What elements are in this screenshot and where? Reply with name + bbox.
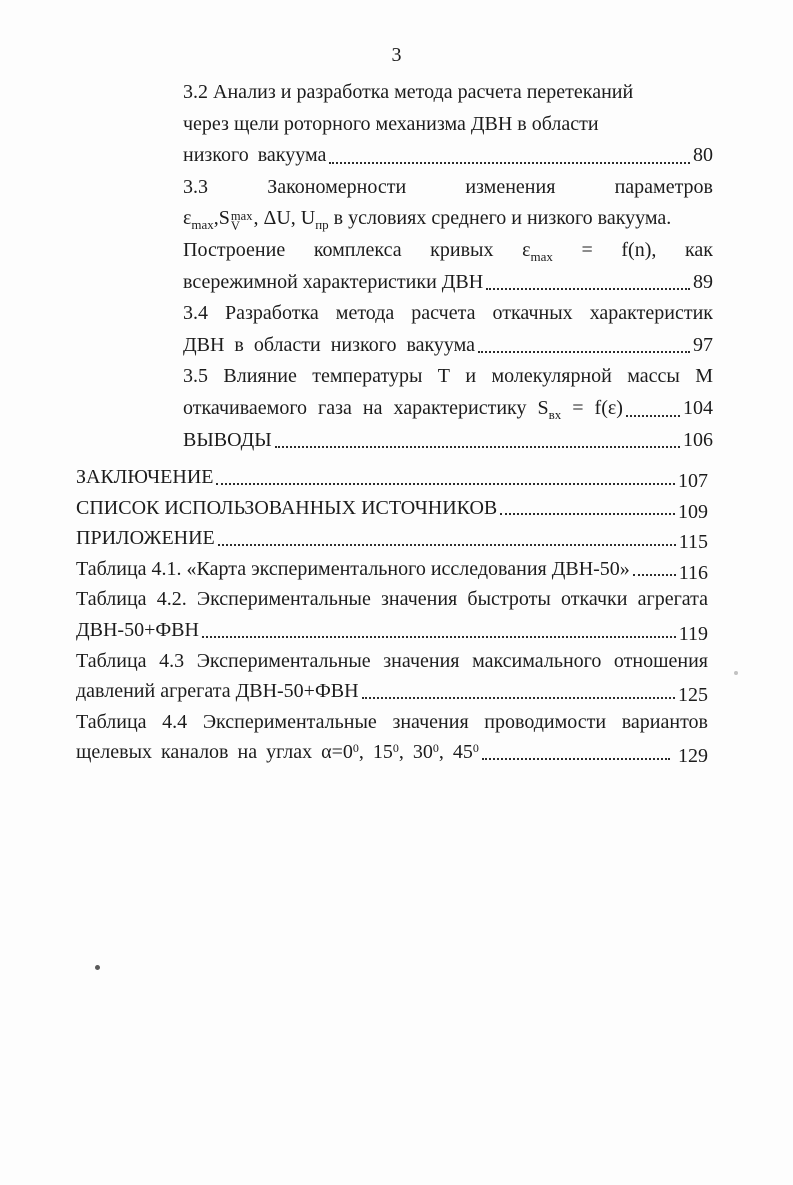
toc-entry-spisok	[76, 493, 708, 524]
entry-text-with-superscripts	[76, 737, 479, 770]
dot-leader	[218, 544, 676, 546]
page-ref: 80	[693, 144, 713, 167]
degree-superscript: 0	[472, 741, 479, 756]
entry-text: = f(ε)	[561, 396, 623, 419]
dot-leader	[633, 574, 676, 576]
s-symbol: S	[537, 396, 549, 419]
dot-leader	[275, 446, 680, 448]
page-ref: 97	[693, 333, 713, 356]
toc-entry-table-4-4-line-2	[76, 737, 708, 768]
page-ref: 115	[678, 531, 708, 554]
dot-leader	[486, 288, 690, 290]
entry-text-with-formula	[183, 393, 623, 426]
page-ref: 89	[693, 270, 713, 293]
entry-text: Построение комплекса кривых	[183, 238, 523, 261]
dot-leader	[478, 351, 690, 353]
entry-text: , 15	[358, 741, 393, 764]
page-number-header: 3	[391, 44, 402, 66]
ink-speck	[95, 965, 100, 970]
page-ref: 125	[678, 684, 708, 707]
page-ref: 116	[678, 561, 708, 584]
toc-entry-3-2-line-3	[183, 140, 713, 172]
toc-entry-prilozhenie	[76, 523, 708, 554]
toc-entry-table-4-4-line-1: Таблица 4.4 Экспериментальные значения проводимости вариантов	[76, 710, 708, 733]
s-subscript: вх	[548, 406, 562, 422]
toc-entry-table-4-2-line-2	[76, 615, 708, 646]
degree-superscript: 0	[432, 741, 439, 756]
dot-leader	[329, 162, 690, 164]
s-subscript: V	[230, 219, 240, 234]
entry-text: ВЫВОДЫ	[183, 428, 272, 451]
entry-text: щелевых каналов на углах α=0	[76, 741, 353, 764]
toc-entry-vyvody	[183, 425, 713, 457]
page-ref: 104	[683, 396, 713, 419]
entry-text: низкого вакуума	[183, 144, 327, 167]
entry-text: давлений агрегата ДВН-50+ФВН	[76, 680, 359, 703]
dot-leader	[482, 758, 670, 760]
toc-entry-3-3-line-1: 3.3 Закономерности изменения параметров	[183, 175, 713, 198]
s-sup-sub-stack	[230, 208, 253, 234]
page-ref: 109	[678, 500, 708, 523]
toc-entry-3-4-line-1: 3.4 Разработка метода расчета откачных характеристик	[183, 302, 713, 325]
dot-leader	[216, 483, 675, 485]
entry-text: ПРИЛОЖЕНИЕ	[76, 527, 215, 550]
epsilon-symbol: ε	[522, 238, 531, 261]
entry-text: всережимной характеристики ДВН	[183, 270, 484, 293]
toc-entry-table-4-2-line-1: Таблица 4.2. Экспериментальные значения быстроты откачки агрегата	[76, 588, 708, 611]
toc-entry-zaklyuchenie	[76, 462, 708, 493]
epsilon-symbol: ε	[183, 207, 192, 230]
entry-text: ДВН в области низкого вакуума	[183, 333, 476, 356]
entry-text: = f(n), как	[552, 238, 713, 261]
s-superscript: max	[230, 208, 253, 223]
entry-text: , 30	[398, 741, 433, 764]
toc-entry-table-4-3-line-1: Таблица 4.3 Экспериментальные значения максимального отношения	[76, 649, 708, 672]
entry-text: Таблица 4.1. «Карта экспериментального исследования ДВН-50»	[76, 557, 630, 580]
u-subscript: пр	[315, 217, 329, 233]
ink-speck	[734, 671, 738, 675]
dot-leader	[362, 697, 675, 699]
entry-text: СПИСОК ИСПОЛЬЗОВАННЫХ ИСТОЧНИКОВ	[76, 496, 498, 519]
dot-leader	[202, 636, 676, 638]
dot-leader	[500, 513, 675, 515]
toc-main-block	[76, 462, 708, 768]
epsilon-subscript: max	[191, 217, 214, 233]
page-ref: 106	[683, 428, 713, 451]
toc-entry-table-4-3-line-2	[76, 676, 708, 707]
toc-section-3-block	[183, 77, 713, 456]
degree-superscript: 0	[392, 741, 399, 756]
toc-entry-3-2-line-1: 3.2 Анализ и разработка метода расчета перетеканий	[183, 81, 634, 103]
entry-text: ,S	[213, 207, 230, 230]
toc-entry-3-4-line-2	[183, 330, 713, 362]
toc-entry-table-4-1	[76, 554, 708, 585]
degree-superscript: 0	[352, 741, 359, 756]
page-ref: 107	[678, 470, 708, 492]
dot-leader	[626, 415, 680, 417]
toc-entry-3-5-line-1: 3.5 Влияние температуры Т и молекулярной массы М	[183, 365, 713, 388]
toc-entry-3-5-line-2	[183, 393, 713, 425]
toc-entry-3-3-formula-line	[183, 203, 713, 235]
entry-text: , 45	[438, 741, 473, 764]
entry-text: , ΔU, U	[253, 207, 316, 230]
entry-text: ДВН-50+ФВН	[76, 618, 199, 641]
epsilon-subscript: max	[530, 248, 553, 264]
page-ref: 129	[678, 745, 708, 768]
entry-text: откачиваемого газа на характеристику	[183, 396, 538, 419]
entry-text: в условиях среднего и низкого вакуума.	[328, 207, 672, 230]
toc-entry-3-3-line-4	[183, 267, 713, 299]
toc-entry-3-3-line-3	[183, 235, 713, 267]
entry-text: ЗАКЛЮЧЕНИЕ	[76, 466, 214, 488]
toc-entry-3-2-line-2: через щели роторного механизма ДВН в области	[183, 112, 599, 135]
page-ref: 119	[678, 622, 708, 645]
